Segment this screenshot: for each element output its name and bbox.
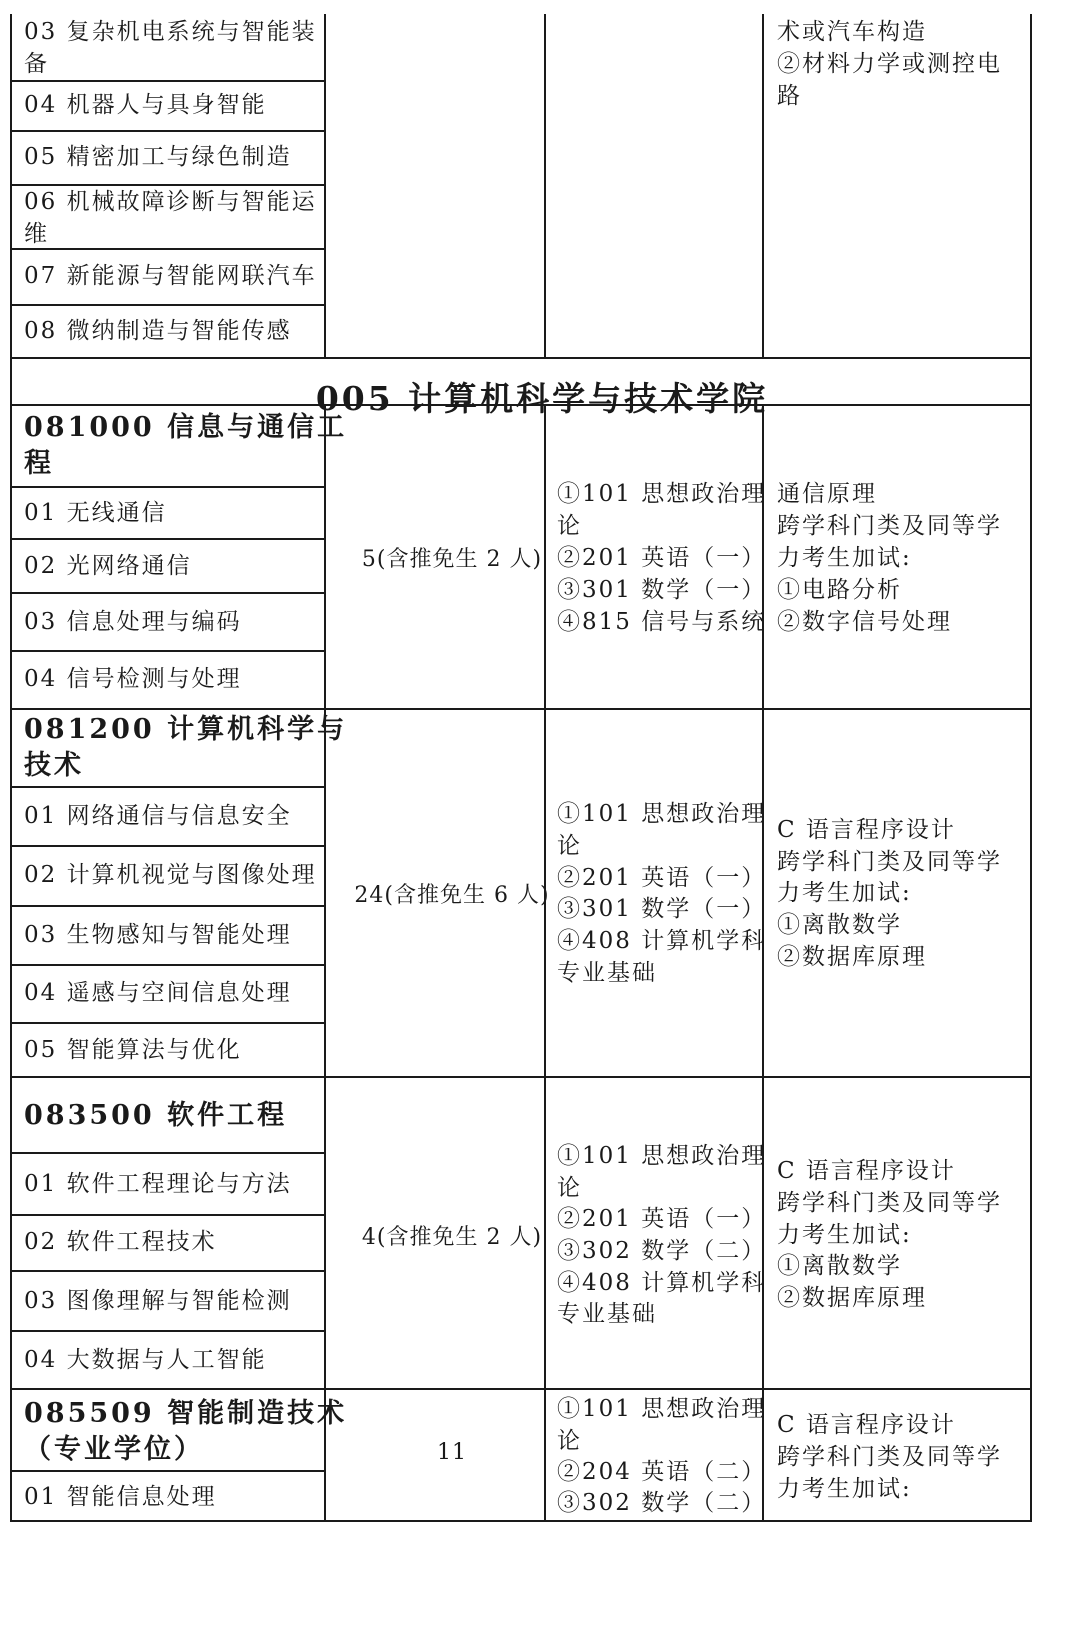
note-line: ②数字信号处理 [777, 609, 952, 635]
major-name: 085509 智能制造技术 [24, 1398, 348, 1429]
exam-subject: ②204 英语（二） [557, 1459, 767, 1485]
direction-item: 01 软件工程理论与方法 [24, 1171, 292, 1197]
exam-subject: ④408 计算机学科 [557, 928, 767, 954]
section-divider [10, 357, 1032, 359]
exam-subject: ②201 英语（一） [557, 1206, 767, 1232]
note-line: ②数据库原理 [777, 1285, 927, 1311]
exam-subject: 论 [557, 1428, 582, 1454]
note-line: 力考生加试: [777, 545, 912, 571]
row-divider [10, 650, 326, 652]
direction-item: 02 光网络通信 [24, 553, 192, 579]
exam-subject: ①101 思想政治理 [557, 1143, 767, 1169]
exam-subject: ③301 数学（一） [557, 577, 767, 603]
row-divider [10, 905, 326, 907]
direction-item: 07 新能源与智能网联汽车 [24, 263, 317, 289]
exam-subject: ④815 信号与系统 [557, 609, 767, 635]
major-name: （专业学位） [24, 1434, 204, 1465]
note-line: C 语言程序设计 [777, 817, 956, 843]
column-divider-3 [762, 14, 764, 358]
note-line: 跨学科门类及同等学 [777, 513, 1002, 539]
direction-item: 01 网络通信与信息安全 [24, 803, 292, 829]
exam-subject: ②201 英语（一） [557, 545, 767, 571]
enrollment-quota: 4(含推免生 2 人) [361, 1225, 543, 1250]
section-divider [10, 1388, 1032, 1390]
exam-subject: ③301 数学（一） [557, 896, 767, 922]
row-divider [10, 786, 326, 788]
row-divider [10, 1152, 326, 1154]
direction-item: 维 [24, 221, 49, 247]
section-divider [10, 708, 1032, 710]
major-name: 程 [24, 448, 54, 479]
exam-subject: 论 [557, 513, 582, 539]
column-divider-1 [324, 14, 326, 358]
direction-item: 04 机器人与具身智能 [24, 92, 267, 118]
direction-item: 02 计算机视觉与图像处理 [24, 862, 317, 888]
exam-subject: 论 [557, 833, 582, 859]
row-divider [10, 1270, 326, 1272]
row-divider [10, 845, 326, 847]
direction-item: 02 软件工程技术 [24, 1229, 217, 1255]
exam-subject: ③302 数学（二） [557, 1238, 767, 1264]
note-line: 力考生加试: [777, 1222, 912, 1248]
direction-item: 备 [24, 51, 49, 77]
row-divider [10, 248, 326, 250]
exam-subject: 专业基础 [557, 1301, 657, 1327]
row-divider [10, 1470, 326, 1472]
note-line: C 语言程序设计 [777, 1158, 956, 1184]
enrollment-quota: 5(含推免生 2 人) [361, 547, 543, 572]
direction-item: 04 遥感与空间信息处理 [24, 980, 292, 1006]
direction-item: 03 复杂机电系统与智能装 [24, 19, 317, 45]
note-line: 通信原理 [777, 481, 877, 507]
table-bottom-border [10, 1520, 1032, 1522]
major-name: 081000 信息与通信工 [24, 412, 348, 443]
section-divider [10, 1076, 1032, 1078]
note-line: C 语言程序设计 [777, 1412, 956, 1438]
direction-item: 05 精密加工与绿色制造 [24, 144, 292, 170]
college-title: 005 计算机科学与技术学院 [315, 379, 769, 418]
note-line: ①离散数学 [777, 912, 902, 938]
major-name: 技术 [24, 750, 84, 781]
exam-subject: ①101 思想政治理 [557, 481, 767, 507]
exam-subject: ④408 计算机学科 [557, 1270, 767, 1296]
exam-subject: ③302 数学（二） [557, 1490, 767, 1516]
note-line: 跨学科门类及同等学 [777, 849, 1002, 875]
exam-subject: 论 [557, 1175, 582, 1201]
direction-item: 01 无线通信 [24, 500, 167, 526]
note-line: 术或汽车构造 [777, 19, 927, 45]
note-line: ②材料力学或测控电 [777, 51, 1002, 77]
exam-subject: ①101 思想政治理 [557, 801, 767, 827]
row-divider [10, 538, 326, 540]
direction-item: 03 生物感知与智能处理 [24, 922, 292, 948]
direction-item: 05 智能算法与优化 [24, 1037, 242, 1063]
note-line: 跨学科门类及同等学 [777, 1190, 1002, 1216]
direction-item: 04 信号检测与处理 [24, 666, 242, 692]
note-line: 跨学科门类及同等学 [777, 1444, 1002, 1470]
note-line: 力考生加试: [777, 1476, 912, 1502]
row-divider [10, 592, 326, 594]
row-divider [10, 80, 326, 82]
row-divider [10, 130, 326, 132]
table-left-border [10, 14, 12, 1522]
exam-subject: 专业基础 [557, 960, 657, 986]
row-divider [10, 304, 326, 306]
direction-item: 08 微纳制造与智能传感 [24, 318, 292, 344]
column-divider-1 [324, 404, 326, 1522]
direction-item: 04 大数据与人工智能 [24, 1347, 267, 1373]
enrollment-quota: 11 [437, 1440, 467, 1465]
major-name: 081200 计算机科学与 [24, 714, 348, 745]
note-line: ①离散数学 [777, 1253, 902, 1279]
table-right-border [1030, 14, 1032, 1522]
note-line: 路 [777, 83, 802, 109]
row-divider [10, 1214, 326, 1216]
note-line: 力考生加试: [777, 880, 912, 906]
direction-item: 01 智能信息处理 [24, 1484, 217, 1510]
direction-item: 03 信息处理与编码 [24, 609, 242, 635]
major-name: 083500 软件工程 [24, 1100, 288, 1131]
row-divider [10, 486, 326, 488]
direction-item: 06 机械故障诊断与智能运 [24, 189, 317, 215]
exam-subject: ①101 思想政治理 [557, 1396, 767, 1422]
column-divider-2 [544, 14, 546, 358]
row-divider [10, 1022, 326, 1024]
row-divider [10, 1330, 326, 1332]
enrollment-quota: 24(含推免生 6 人) [354, 883, 550, 908]
row-divider [10, 964, 326, 966]
note-line: ②数据库原理 [777, 944, 927, 970]
exam-subject: ②201 英语（一） [557, 865, 767, 891]
note-line: ①电路分析 [777, 577, 902, 603]
direction-item: 03 图像理解与智能检测 [24, 1288, 292, 1314]
